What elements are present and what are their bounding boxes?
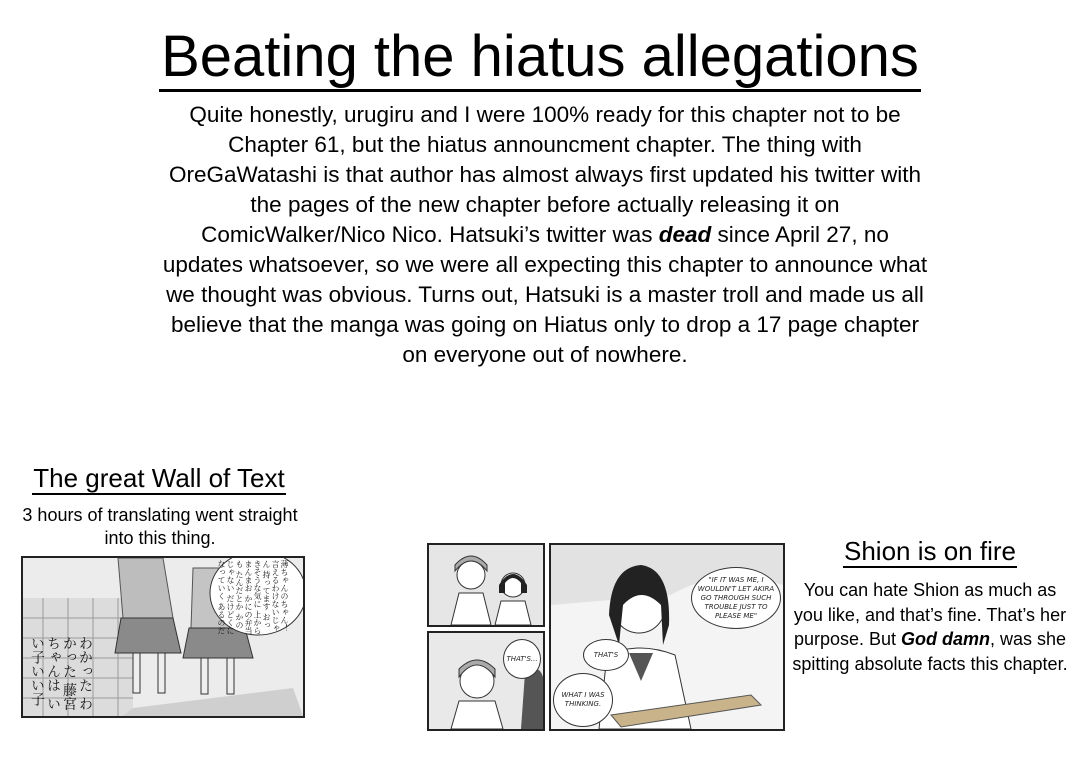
wall-of-text-manga-image <box>21 556 305 718</box>
wall-section-caption: 3 hours of translating went straight into this thing. <box>22 505 298 548</box>
intro-text-before: Quite honestly, urugiru and I were 100% ready for this chapter not to be Chapter 61, but the hiatus announcment chapter. The thing with OreGaWatashi is that author has almost always first updated his twitter with the pages of the new chapter before actually releasing it on ComicWalker/Nico Nico. Hatsuki’s twitter was <box>169 102 921 247</box>
shion-panel-bottom-left <box>427 631 545 731</box>
shion-heading-text: Shion is on fire <box>844 536 1016 566</box>
shion-speech-bubble-2: THAT'S... <box>503 639 541 679</box>
page-title-text: Beating the hiatus allegations <box>159 24 921 92</box>
intro-paragraph <box>160 100 930 370</box>
wall-jp-large-text: わかった わかった 藤宮ちゃんは いい子いい子 <box>29 636 93 711</box>
shion-text-1: You can hate Shion as much as you like, and that’s fine. That’s her purpose. But <box>793 580 1067 649</box>
shion-manga-image <box>425 543 787 733</box>
shion-speech-bubble-4: WHAT I WAS THINKING. <box>553 673 613 727</box>
shion-text-2: , was she spitting absolute facts this chapter. <box>792 629 1068 674</box>
shion-panel-1-art <box>429 545 543 625</box>
shion-speech-bubble-1: "IF IT WAS ME, I WOULDN'T LET AKIRA GO THROUGH SUCH TROUBLE JUST TO PLEASE ME" <box>691 567 781 629</box>
intro-emphasis: dead <box>658 222 712 247</box>
wall-heading-text: The great Wall of Text <box>33 463 285 493</box>
shion-speech-bubble-3: THAT'S <box>583 639 629 671</box>
shion-emphasis: God damn <box>901 629 991 649</box>
wall-section-heading <box>12 462 306 494</box>
wall-jp-small-text: 薄ちゃんのちゃん！ 言えるわけないじゃん 持ってます おっきそうな気に 上からまんまお かにの弁当も たんだとか かのじゃない だけどくになっていく あるのだ <box>217 560 289 635</box>
shion-panel-right <box>549 543 785 731</box>
intro-text-after: since April 27, no updates whatsoever, so we were all expecting this chapter to announce what we thought was obvious. Turns out, Hatsuki is a master troll and made us all believe that the manga was going on Hiatus only to drop a 17 page chapter on everyone out of nowhere. <box>162 222 928 367</box>
shion-section-body <box>790 578 1070 676</box>
shion-panel-top-left <box>427 543 545 627</box>
shion-section-heading <box>790 535 1070 567</box>
page-title <box>0 22 1080 92</box>
